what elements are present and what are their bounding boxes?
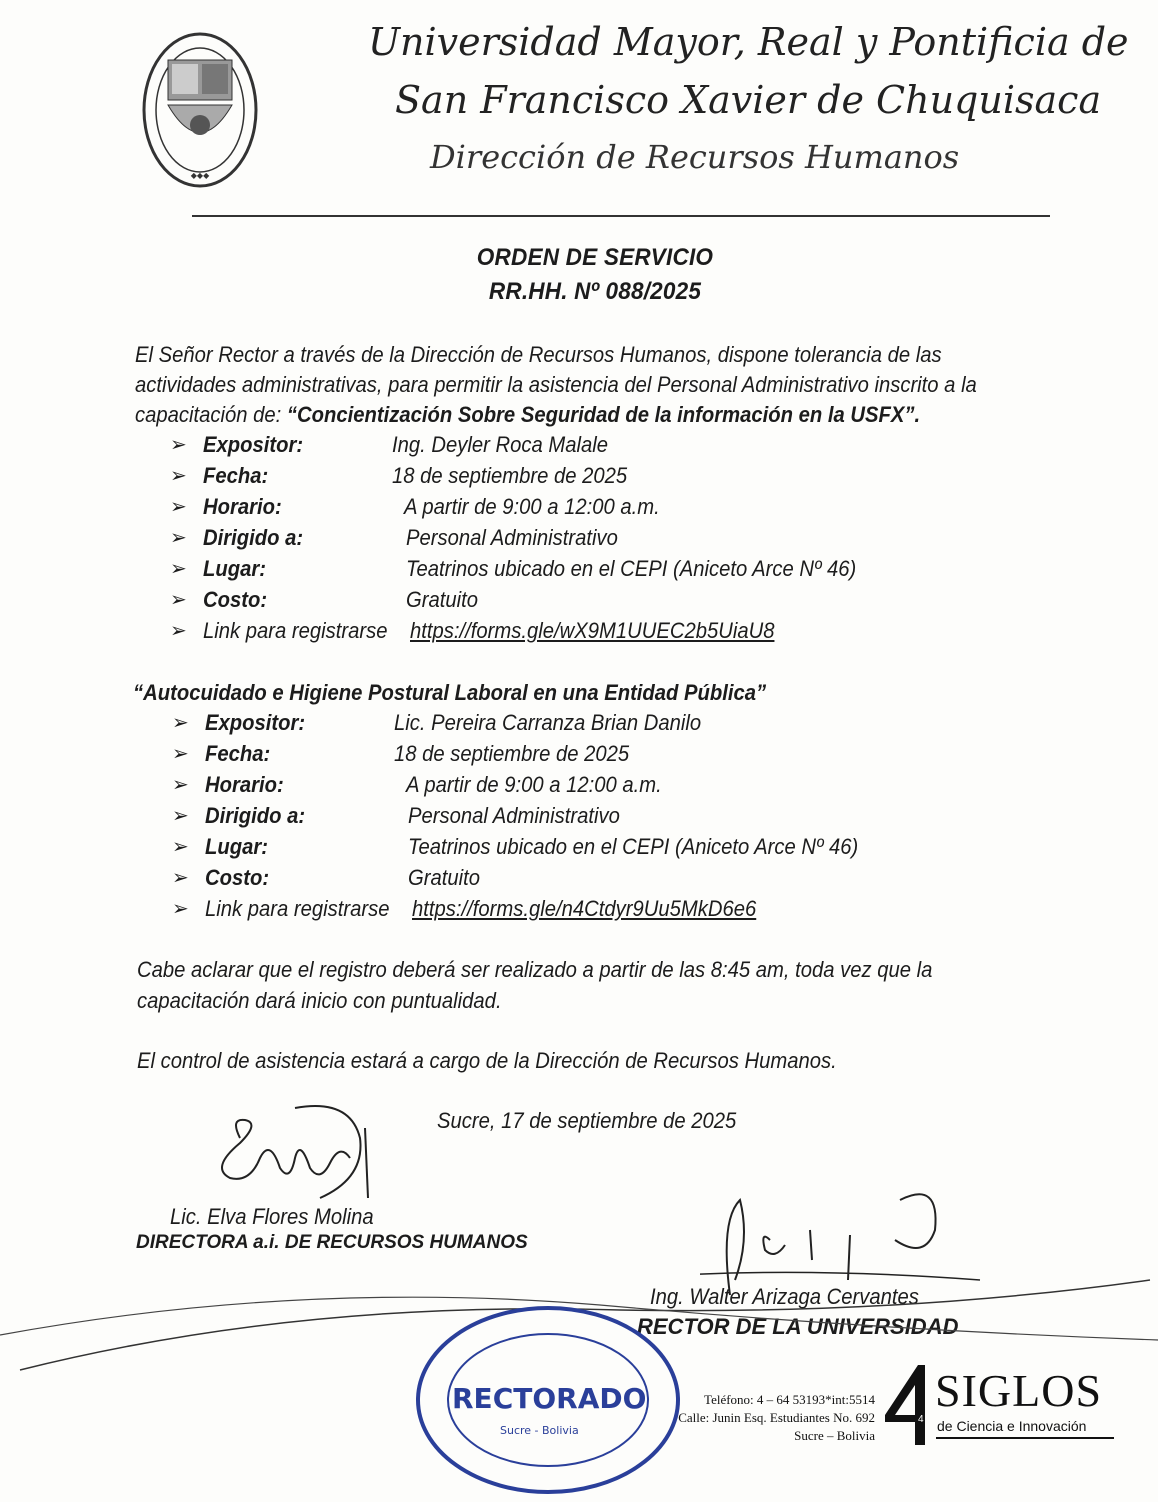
arrow-bullet-icon: ➢ <box>172 712 189 734</box>
item-label: Fecha: <box>205 741 271 766</box>
signature-1-icon <box>200 1098 380 1218</box>
arrow-bullet-icon: ➢ <box>170 434 187 456</box>
attendance-control-note: El control de asistencia estará a cargo de la Dirección de Recursos Humanos. <box>137 1048 837 1073</box>
university-name-line2: San Francisco Xavier de Chuquisaca <box>395 78 1102 122</box>
arrow-bullet-icon: ➢ <box>172 898 189 920</box>
training-title-1: “Concientización Sobre Seguridad de la información en la USFX”. <box>286 402 921 427</box>
document-number: RR.HH. Nº 088/2025 <box>488 278 702 305</box>
note-line1: Cabe aclarar que el registro deberá ser realizado a partir de las 8:45 am, toda vez que la <box>137 957 933 982</box>
arrow-bullet-icon: ➢ <box>170 589 187 611</box>
item-label: Lugar: <box>203 556 266 581</box>
item-value: Ing. Deyler Roca Malale <box>392 432 608 457</box>
signatory-2-title: RECTOR DE LA UNIVERSIDAD <box>637 1314 959 1339</box>
item-value: Teatrinos ubicado en el CEPI (Aniceto Arce Nº 46) <box>406 556 857 581</box>
item-value: A partir de 9:00 a 12:00 a.m. <box>406 772 662 797</box>
item-value: Gratuito <box>406 587 479 612</box>
arrow-bullet-icon: ➢ <box>170 558 187 580</box>
item-label: Horario: <box>205 772 284 797</box>
department-name: Dirección de Recursos Humanos <box>430 138 960 176</box>
item-label: Dirigido a: <box>205 803 306 828</box>
header-divider <box>192 215 1050 217</box>
item-label: Horario: <box>203 494 282 519</box>
footer-phone: Teléfono: 4 – 64 53193*int:5514 <box>704 1392 875 1407</box>
arrow-bullet-icon: ➢ <box>170 496 187 518</box>
signatory-2-name: Ing. Walter Arizaga Cervantes <box>650 1284 919 1309</box>
item-value: 18 de septiembre de 2025 <box>394 741 630 766</box>
signatory-1-name: Lic. Elva Flores Molina <box>170 1204 374 1229</box>
item-label: Costo: <box>205 865 270 890</box>
intro-line3 <box>135 402 920 428</box>
item-label: Dirigido a: <box>203 525 304 550</box>
stamp-center-text: RECTORADO <box>452 1382 647 1415</box>
item-label: Expositor: <box>205 710 306 735</box>
footer-city: Sucre – Bolivia <box>794 1428 875 1443</box>
arrow-bullet-icon: ➢ <box>170 527 187 549</box>
item-value: 18 de septiembre de 2025 <box>392 463 628 488</box>
signatory-1-title: DIRECTORA a.i. DE RECURSOS HUMANOS <box>136 1232 528 1253</box>
logo-word: SIGLOS <box>935 1365 1103 1416</box>
logo-sub: de Ciencia e Innovación <box>937 1418 1087 1434</box>
university-seal-icon <box>140 30 260 190</box>
arrow-bullet-icon: ➢ <box>170 620 187 642</box>
stamp-sub-text: Sucre - Bolivia <box>500 1424 579 1437</box>
arrow-bullet-icon: ➢ <box>172 836 189 858</box>
svg-text:◆◆◆: ◆◆◆ <box>190 171 210 180</box>
arrow-bullet-icon: ➢ <box>172 805 189 827</box>
item-label: Fecha: <box>203 463 269 488</box>
arrow-bullet-icon: ➢ <box>172 867 189 889</box>
arrow-bullet-icon: ➢ <box>172 774 189 796</box>
item-value: Personal Administrativo <box>408 803 620 828</box>
logo-number: 4 <box>918 1414 924 1425</box>
logo-underline <box>936 1437 1114 1439</box>
registration-link-2[interactable]: https://forms.gle/n4Ctdyr9Uu5MkD6e6 <box>412 896 757 921</box>
arrow-bullet-icon: ➢ <box>170 465 187 487</box>
footer-address: Calle: Junin Esq. Estudiantes No. 692 <box>678 1410 875 1425</box>
item-label: Costo: <box>203 587 268 612</box>
item-value: Teatrinos ubicado en el CEPI (Aniceto Arce Nº 46) <box>408 834 859 859</box>
item-value: Lic. Pereira Carranza Brian Danilo <box>394 710 702 735</box>
intro-line2: actividades administrativas, para permitir la asistencia del Personal Administrativo inscrito a la <box>135 372 977 397</box>
document-title: ORDEN DE SERVICIO <box>476 244 714 271</box>
arrow-bullet-icon: ➢ <box>172 743 189 765</box>
intro-line1: El Señor Rector a través de la Dirección de Recursos Humanos, dispone tolerancia de las <box>135 342 942 367</box>
note-line2: capacitación dará inicio con puntualidad. <box>137 988 502 1013</box>
training-title-2: “Autocuidado e Higiene Postural Laboral en una Entidad Pública” <box>133 680 767 705</box>
item-label: Lugar: <box>205 834 268 859</box>
university-name-line1: Universidad Mayor, Real y Pontificia de <box>368 20 1129 64</box>
registration-link-1[interactable]: https://forms.gle/wX9M1UUEC2b5UiaU8 <box>410 618 775 643</box>
item-value: A partir de 9:00 a 12:00 a.m. <box>404 494 660 519</box>
place-date: Sucre, 17 de septiembre de 2025 <box>437 1108 737 1133</box>
item-value: Gratuito <box>408 865 481 890</box>
link-label: Link para registrarse <box>205 896 390 921</box>
item-value: Personal Administrativo <box>406 525 618 550</box>
link-label: Link para registrarse <box>203 618 388 643</box>
intro-line3-prefix: capacitación de: <box>135 402 287 427</box>
item-label: Expositor: <box>203 432 304 457</box>
